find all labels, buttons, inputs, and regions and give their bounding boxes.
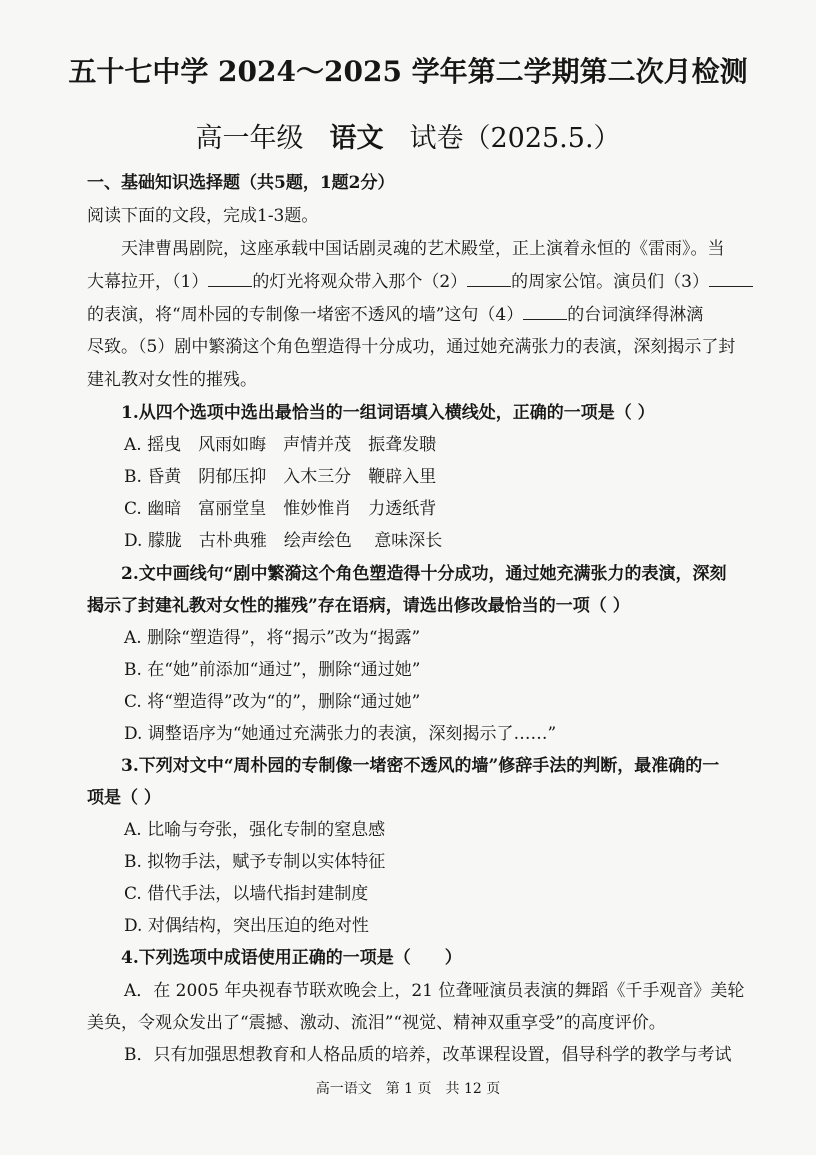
question-2-stem-2: 揭示了封建礼教对女性的摧残”存在语病，请选出修改最恰当的一项（ ） — [87, 596, 630, 616]
passage-line-2 — [87, 270, 753, 293]
passage-text: 大幕拉开，（1） — [87, 272, 209, 292]
blank-3 — [709, 270, 753, 287]
passage-line-1: 天津曹禺剧院，这座承载中国话剧灵魂的艺术殿堂，正上演着永恒的《雷雨》。当 — [121, 239, 725, 259]
passage-text: 的灯光将观众带入那个（2） — [252, 272, 468, 292]
exam-title: 五十七中学 2024～2025 学年第二学期第二次月检测 — [68, 55, 748, 88]
section-instruction: 阅读下面的文段，完成1-3题。 — [87, 206, 319, 226]
question-3-option: D. 对偶结构，突出压迫的绝对性 — [124, 916, 369, 936]
question-3-stem-1: 3.下列对文中“周朴园的专制像一堵密不透风的墙”修辞手法的判断，最准确的一 — [121, 756, 720, 776]
page-footer: 高一语文 第 1 页 共 12 页 — [315, 1081, 501, 1097]
question-1-option: C. 幽暗 富丽堂皇 惟妙惟肖 力透纸背 — [124, 499, 437, 519]
question-3-option: A. 比喻与夸张，强化专制的窒息感 — [124, 820, 386, 840]
question-3-option: B. 拟物手法，赋予专制以实体特征 — [124, 852, 386, 872]
question-2-option: B. 在“她”前添加“通过”，删除“通过她” — [124, 660, 421, 680]
question-3-option: C. 借代手法，以墙代指封建制度 — [124, 884, 369, 904]
exam-subtitle — [0, 116, 816, 155]
section-heading: 一、基础知识选择题（共5题，1题2分） — [87, 173, 395, 193]
blank-4 — [523, 303, 567, 320]
grade-label: 高一年级 — [195, 123, 304, 154]
question-2-option: D. 调整语序为“她通过充满张力的表演，深刻揭示了……” — [124, 724, 557, 744]
subject-label: 语文 — [329, 123, 384, 154]
question-2-option: A. 删除“塑造得”，将“揭示”改为“揭露” — [124, 628, 421, 648]
question-4-option-b-line-1: B．只有加强思想教育和人格品质的培养，改革课程设置，倡导科学的教学与考试 — [124, 1045, 732, 1065]
passage-text: 的周家公馆。演员们（3） — [511, 272, 709, 292]
question-2-option: C. 将“塑造得”改为“的”，删除“通过她” — [124, 692, 421, 712]
passage-text: 的台词演绎得淋漓 — [567, 305, 704, 325]
question-1-option: A. 摇曳 风雨如晦 声情并茂 振聋发聩 — [124, 435, 437, 455]
question-1-option: B. 昏黄 阴郁压抑 入木三分 鞭辟入里 — [124, 467, 437, 487]
passage-line-4: 尽致。（5）剧中繁漪这个角色塑造得十分成功，通过她充满张力的表演，深刻揭示了封 — [87, 337, 736, 357]
passage-text: 的表演，将“周朴园的专制像一堵密不透风的墙”这句（4） — [87, 305, 524, 325]
question-4-option-a-line-2: 美奂，令观众发出了“震撼、激动、流泪”“视觉、精神双重享受”的高度评价。 — [87, 1013, 666, 1033]
question-3-stem-2: 项是（ ） — [87, 788, 161, 808]
question-2-stem-1: 2.文中画线句“剧中繁漪这个角色塑造得十分成功，通过她充满张力的表演，深刻 — [121, 564, 727, 584]
paper-label: 试卷（2025.5.） — [409, 123, 621, 154]
question-4-stem: 4.下列选项中成语使用正确的一项是（ ） — [121, 948, 462, 968]
blank-2 — [467, 270, 511, 287]
passage-line-5: 建礼教对女性的摧残。 — [87, 370, 257, 390]
question-1-option: D. 朦胧 古朴典雅 绘声绘色 意味深长 — [124, 531, 443, 551]
passage-line-3 — [87, 303, 703, 326]
question-4-option-a-line-1: A．在 2005 年央视春节联欢晚会上，21 位聋哑演员表演的舞蹈《千手观音》美轮 — [124, 981, 745, 1001]
question-1-stem: 1.从四个选项中选出最恰当的一组词语填入横线处，正确的一项是（ ） — [121, 403, 655, 423]
blank-1 — [208, 270, 252, 287]
